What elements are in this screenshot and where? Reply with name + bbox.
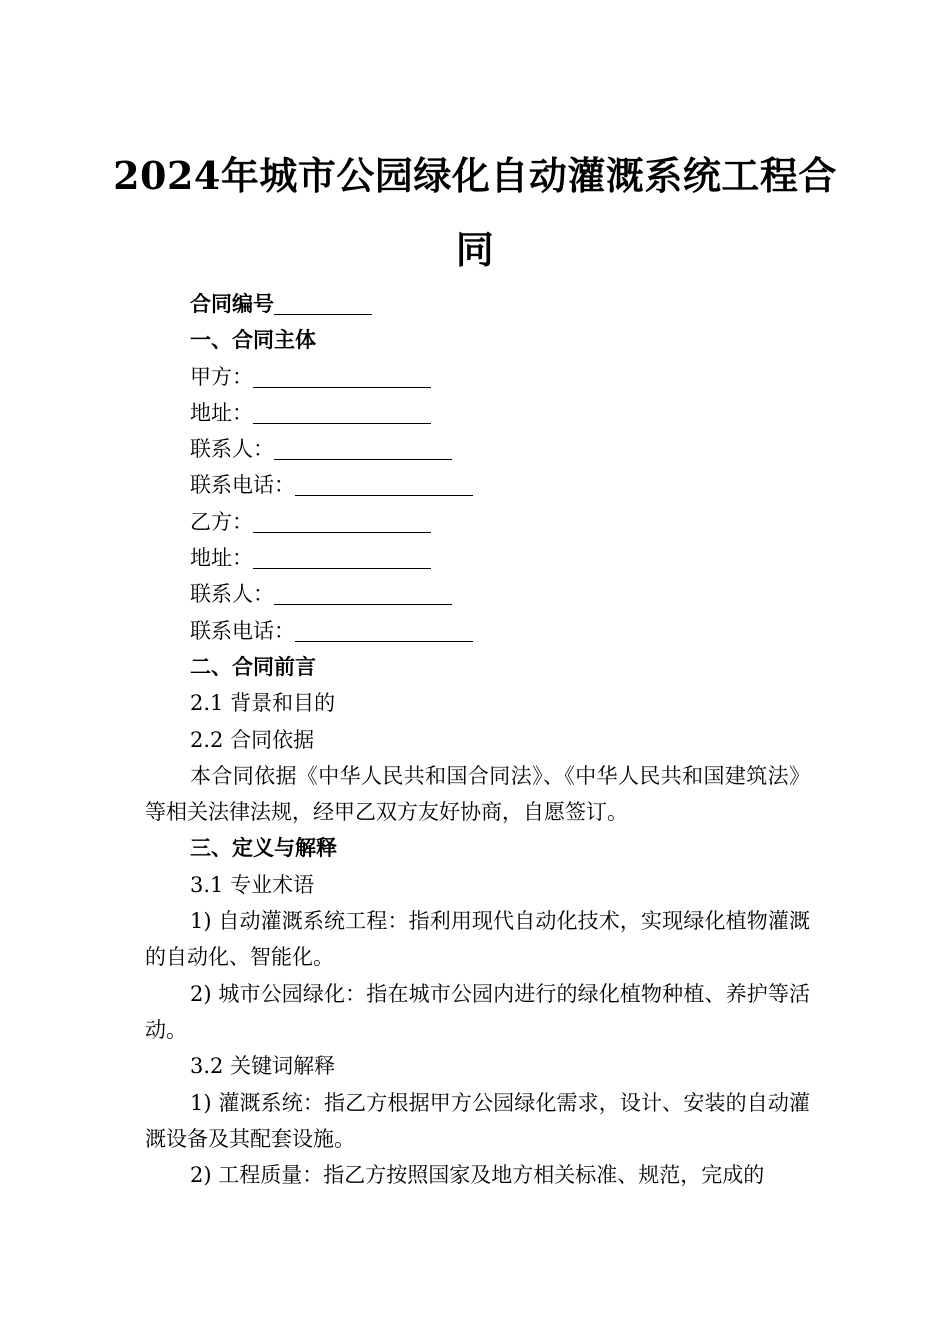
contract-body (145, 286, 810, 1193)
item-2-2: 2.2 合同依据 (190, 727, 315, 752)
party-a-phone-label: 联系电话： (190, 473, 295, 498)
party-a-contact-label: 联系人： (190, 437, 274, 462)
party-a-name-row (145, 359, 810, 395)
party-b-phone-row (145, 613, 810, 649)
contract-number-row (145, 286, 810, 322)
party-b-name-row (145, 504, 810, 540)
party-a-name-blank[interactable] (253, 365, 431, 388)
term-definition-1: 1) 自动灌溉系统工程：指利用现代自动化技术，实现绿化植物灌溉的自动化、智能化。 (145, 909, 810, 970)
document-title-line-2: 同 (455, 227, 495, 272)
term-definition-2: 2) 城市公园绿化：指在城市公园内进行的绿化植物种植、养护等活动。 (145, 981, 810, 1042)
party-b-address-blank[interactable] (253, 546, 431, 569)
party-a-address-row (145, 395, 810, 431)
party-b-phone-blank[interactable] (295, 619, 473, 642)
item-3-2: 3.2 关键词解释 (190, 1054, 336, 1079)
party-b-contact-label: 联系人： (190, 582, 274, 607)
party-b-address-row (145, 540, 810, 576)
contract-number-label: 合同编号 (190, 291, 274, 316)
party-a-address-label: 地址： (190, 400, 253, 425)
item-2-1: 2.1 背景和目的 (190, 691, 336, 716)
party-a-address-blank[interactable] (253, 401, 431, 424)
keyword-definition-2: 2) 工程质量：指乙方按照国家及地方相关标准、规范，完成的 (190, 1163, 765, 1188)
party-b-contact-blank[interactable] (274, 582, 452, 605)
section-3-heading: 三、定义与解释 (190, 835, 337, 861)
section-2-heading: 二、合同前言 (190, 653, 316, 679)
document-title-line-1: 2024年城市公园绿化自动灌溉系统工程合 (113, 153, 837, 198)
keyword-definition-1: 1) 灌溉系统：指乙方根据甲方公园绿化需求，设计、安装的自动灌溉设备及其配套设施。 (145, 1090, 810, 1151)
contract-basis-paragraph: 本合同依据《中华人民共和国合同法》、《中华人民共和国建筑法》等相关法律法规，经甲乙双方友好协商，自愿签订。 (145, 763, 810, 825)
party-b-name-blank[interactable] (253, 510, 431, 533)
item-3-1: 3.1 专业术语 (190, 872, 315, 897)
party-a-phone-row (145, 467, 810, 503)
party-a-contact-blank[interactable] (274, 437, 452, 460)
party-a-contact-row (145, 431, 810, 467)
party-b-contact-row (145, 576, 810, 612)
section-1-heading: 一、合同主体 (190, 327, 316, 353)
party-b-name-label: 乙方： (190, 509, 253, 534)
party-a-phone-blank[interactable] (295, 473, 473, 496)
party-a-name-label: 甲方： (190, 364, 253, 389)
contract-number-blank[interactable] (274, 292, 372, 315)
party-b-address-label: 地址： (190, 546, 253, 571)
party-b-phone-label: 联系电话： (190, 618, 295, 643)
